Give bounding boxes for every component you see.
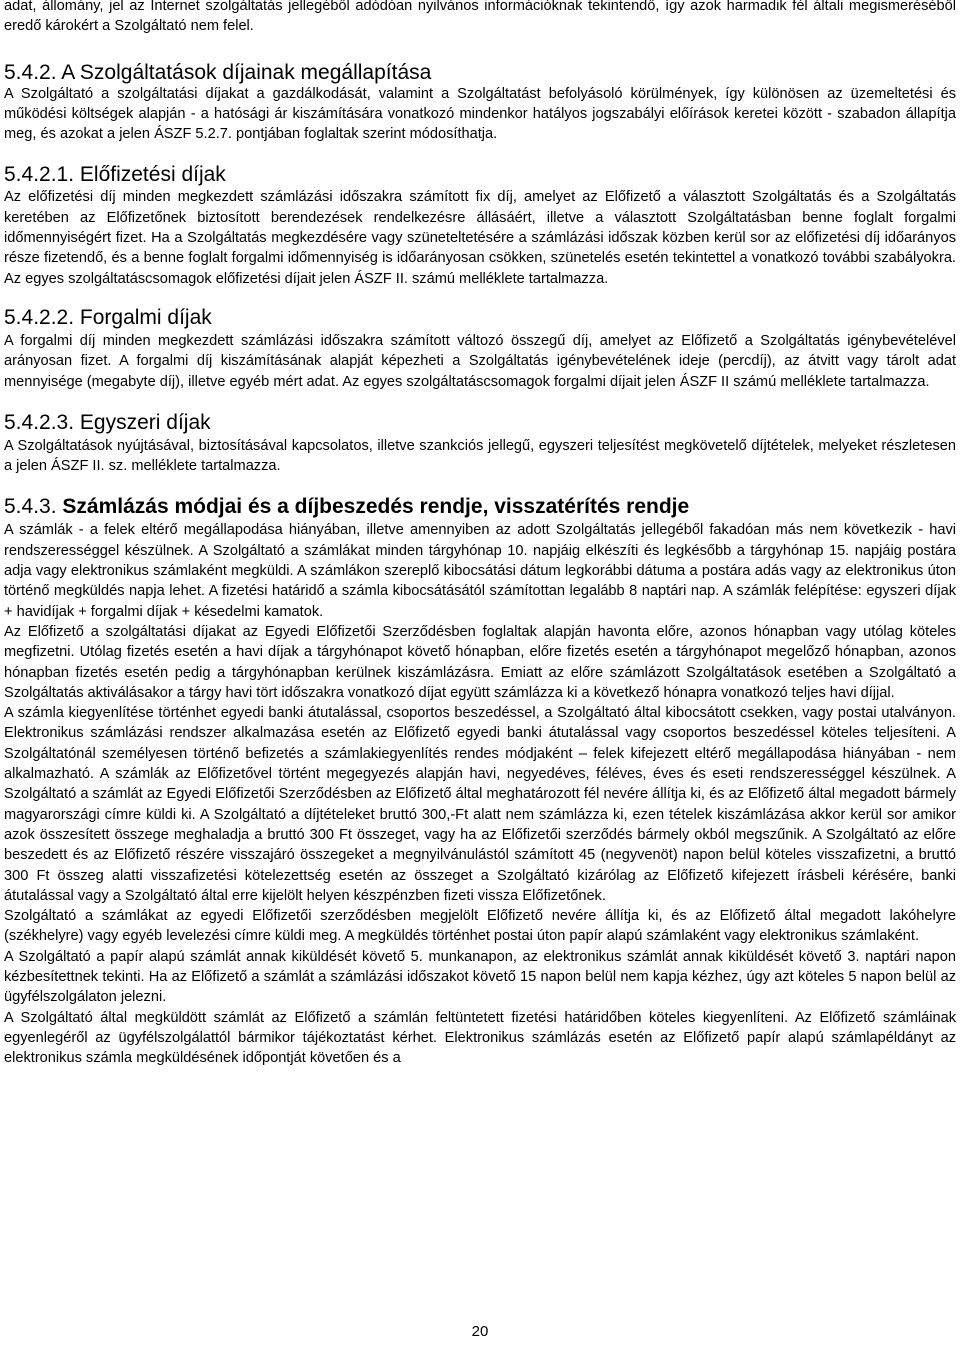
section-5-4-3-paragraph-6: A Szolgáltató által megküldött számlát az Előfizető a számlán feltüntetett fizetési határidőben köteles kiegyenlíteni. Az Előfizető számláinak egyenlegéről az ügyfélszolgálattól bármikor tájékoztatást kérhet. Elektronikus számlázás esetén az Előfizető papír alapú számlapéldányt az elektronikus számla megküldésének időpontját követően és a bbox=[4, 1009, 956, 1067]
section-heading-5-4-2-1 bbox=[4, 162, 956, 188]
page-number: 20 bbox=[471, 1323, 489, 1340]
document-page bbox=[4, 0, 956, 1068]
section-title: Forgalmi díjak bbox=[79, 305, 212, 329]
intro-paragraph: adat, állomány, jel az Internet szolgáltatás jellegéből adódóan nyilvános információknak tekintendő, így azok harmadik fél általi megismeréséből eredő károkért a Szolgáltató nem felel. bbox=[4, 0, 956, 35]
section-5-4-2-1-body: Az előfizetési díj minden megkezdett számlázási időszakra számított fix díj, amelyet az Előfizető a választott Szolgáltatás és a Szolgáltatás keretében az Előfizetőnek biztosított berendezések rendelkezésre állásáért, illetve a választott Szolgáltatásban benne foglalt forgalmi időmennyiségért fizet. Ha a Szolgáltatás megkezdésére vagy szüneteltetésére a számlázási időszak közben kerül sor az előfizetési díj időarányos része fizetendő, és a benne foglalt forgalmi időmennyiség is időarányosan csökken, szünetelés esetén tekintettel a vonatkozó további szabályokra. Az egyes szolgáltatáscsomagok előfizetési díjait jelen ÁSZF II. számú melléklete tartalmazza. bbox=[4, 189, 956, 287]
section-5-4-3-paragraph-3: A számla kiegyenlítése történhet egyedi banki átutalással, csoportos beszedéssel, a Szolgáltató által kibocsátott csekken, vagy postai utalványon. Elektronikus számlázási rendszer alkalmazása esetén az Előfizető egyedi banki átutalással vagy csoportos beszedéssel köteles teljesíteni. A Szolgáltatónál személyesen történő befizetés a számlakiegyenlítés rendes módjaként – felek kifejezett eltérő megállapodása hiányában - nem alkalmazható. A számlák az Előfizetővel történt megegyezés alapján havi, negyedéves, féléves, éves és eseti rendszerességgel készülnek. A Szolgáltató a számlát az Egyedi Előfizetői Szerződésben az Előfizető által meghatározott fél nevére állítja ki, és az Előfizető által megadott bármely magyarországi címre küldi ki. A Szolgáltató a díjtételeket bruttó 300,-Ft alatt nem számlázza ki, ezen tételek kiszámlázása akkor kerül sor amikor azok összesített összege meghaladja a bruttó 300 Ft összeget, vagy ha az Előfizetői szerződés bármely okból megszűnik. A Szolgáltató az előre beszedett és az Előfizető részére visszajáró összegeket a megnyilvánulástól számított 45 (negyvenöt) napon belül köteles visszafizetni, a bruttó 300 Ft összeg alatti visszafizetési kötelezettség esetén az összeget a Szolgáltató kizárólag az Előfizető kifejezett írásbeli kérésére, banki átutalással vagy a Szolgáltató által erre kijelölt helyen készpénzben fizeti vissza Előfizetőnek. bbox=[4, 705, 956, 904]
section-number: 5.4.2.1. bbox=[4, 163, 75, 187]
section-title: Számlázás módjai és a díjbeszedés rendje, visszatérítés rendje bbox=[62, 495, 690, 519]
section-heading-5-4-2-2 bbox=[4, 305, 956, 331]
section-heading-5-4-3 bbox=[4, 494, 956, 520]
section-title: Előfizetési díjak bbox=[79, 163, 226, 187]
section-title: A Szolgáltatások díjainak megállapítása bbox=[61, 60, 432, 84]
section-5-4-3-paragraph-2: Az Előfizető a szolgáltatási díjakat az Egyedi Előfizetői Szerződésben foglaltak alapján havonta előre, azonos hónapban vagy utólag köteles megfizetni. Utólag fizetés esetén a havi díjak a tárgyhónapot követő hónapban, előre fizetés esetén a tárgyhónapot megelőző hónapban, azonos hónapban fizetés esetén pedig a tárgyhónapban kerülnek kiszámlázásra. Emiatt az előre számlázott Szolgáltatások esetében a Szolgáltató a Szolgáltatás aktiválásakor a tárgy havi tört időszakra vonatkozó díjat együtt számlázza ki a következő hónapra vonatkozó teljes havi díjjal. bbox=[4, 623, 956, 701]
section-heading-5-4-2 bbox=[4, 60, 956, 86]
section-5-4-3-paragraph-1: A számlák - a felek eltérő megállapodása hiányában, illetve amennyiben az adott Szolgáltatás jellegéből fakadóan más nem következik - havi rendszerességgel készülnek. A Szolgáltató a számlákat minden tárgyhónap 10. napjáig elkészíti és legkésőbb a tárgyhónap 15. napjáig postára adja vagy elektronikus számlaként megküldi. A számlákon szereplő kibocsátási dátum legkorábbi dátuma a postára adás vagy az elektronikus úton történő megküldés napja lehet. A fizetési határidő a számla kibocsátásától számítottan legalább 8 naptári nap. A számlák felépítése: egyszeri díjak + havidíjak + forgalmi díjak + késedelmi kamatok. bbox=[4, 522, 956, 620]
section-title: Egyszeri díjak bbox=[79, 410, 211, 434]
section-5-4-2-2-body: A forgalmi díj minden megkezdett számlázási időszakra számított változó összegű díj, amelyet az Előfizető a Szolgáltatás igénybevételével arányosan fizet. A forgalmi díj kiszámításának alapját képezheti a Szolgáltatás igénybevételének ideje (percdíj), az átvitt vagy tárolt adat mennyisége (megabyte díj), illetve egyéb mért adat. Az egyes szolgáltatáscsomagok forgalmi díjait jelen ÁSZF II számú melléklete tartalmazza. bbox=[4, 332, 956, 390]
section-5-4-2-body: A Szolgáltató a szolgáltatási díjakat a gazdálkodását, valamint a Szolgáltatást befolyásoló körülmények, így különösen az üzemeltetési és működési költségek alapján - a hatósági ár kiszámítására vonatkozó mindenkor hatályos jogszabályi előírások keretei között - szabadon állapítja meg, és azokat a jelen ÁSZF 5.2.7. pontjában foglaltak szerint módosíthatja. bbox=[4, 85, 956, 143]
section-5-4-3-paragraph-4: Szolgáltató a számlákat az egyedi Előfizetői szerződésben megjelölt Előfizető nevére állítja ki, és az Előfizető által megadott lakóhelyre (székhelyre) vagy egyéb levelezési címre küldi meg. A megküldés történhet postai úton papír alapú számlaként vagy elektronikus számlaként. bbox=[4, 908, 956, 945]
section-5-4-2-3-body: A Szolgáltatások nyújtásával, biztosításával kapcsolatos, illetve szankciós jellegű, egyszeri teljesítést megkövetelő díjtételek, melyeket részletesen a jelen ÁSZF II. sz. melléklete tartalmazza. bbox=[4, 437, 956, 475]
section-number: 5.4.2.2. bbox=[4, 305, 75, 329]
section-number: 5.4.2.3. bbox=[4, 410, 75, 434]
section-number: 5.4.2. bbox=[4, 60, 57, 84]
section-heading-5-4-2-3 bbox=[4, 410, 956, 436]
section-5-4-3-paragraph-5: A Szolgáltató a papír alapú számlát annak kiküldését követő 5. munkanapon, az elektronikus számlát annak kiküldését követő 3. naptári napon kézbesítettnek tekinti. Ha az Előfizető a számlát a számlázási időszakot követő 15 napon belül nem kapja kézhez, úgy azt köteles 5 napon belül az ügyfélszolgálaton jelezni. bbox=[4, 948, 956, 1006]
section-number: 5.4.3. bbox=[4, 495, 57, 519]
